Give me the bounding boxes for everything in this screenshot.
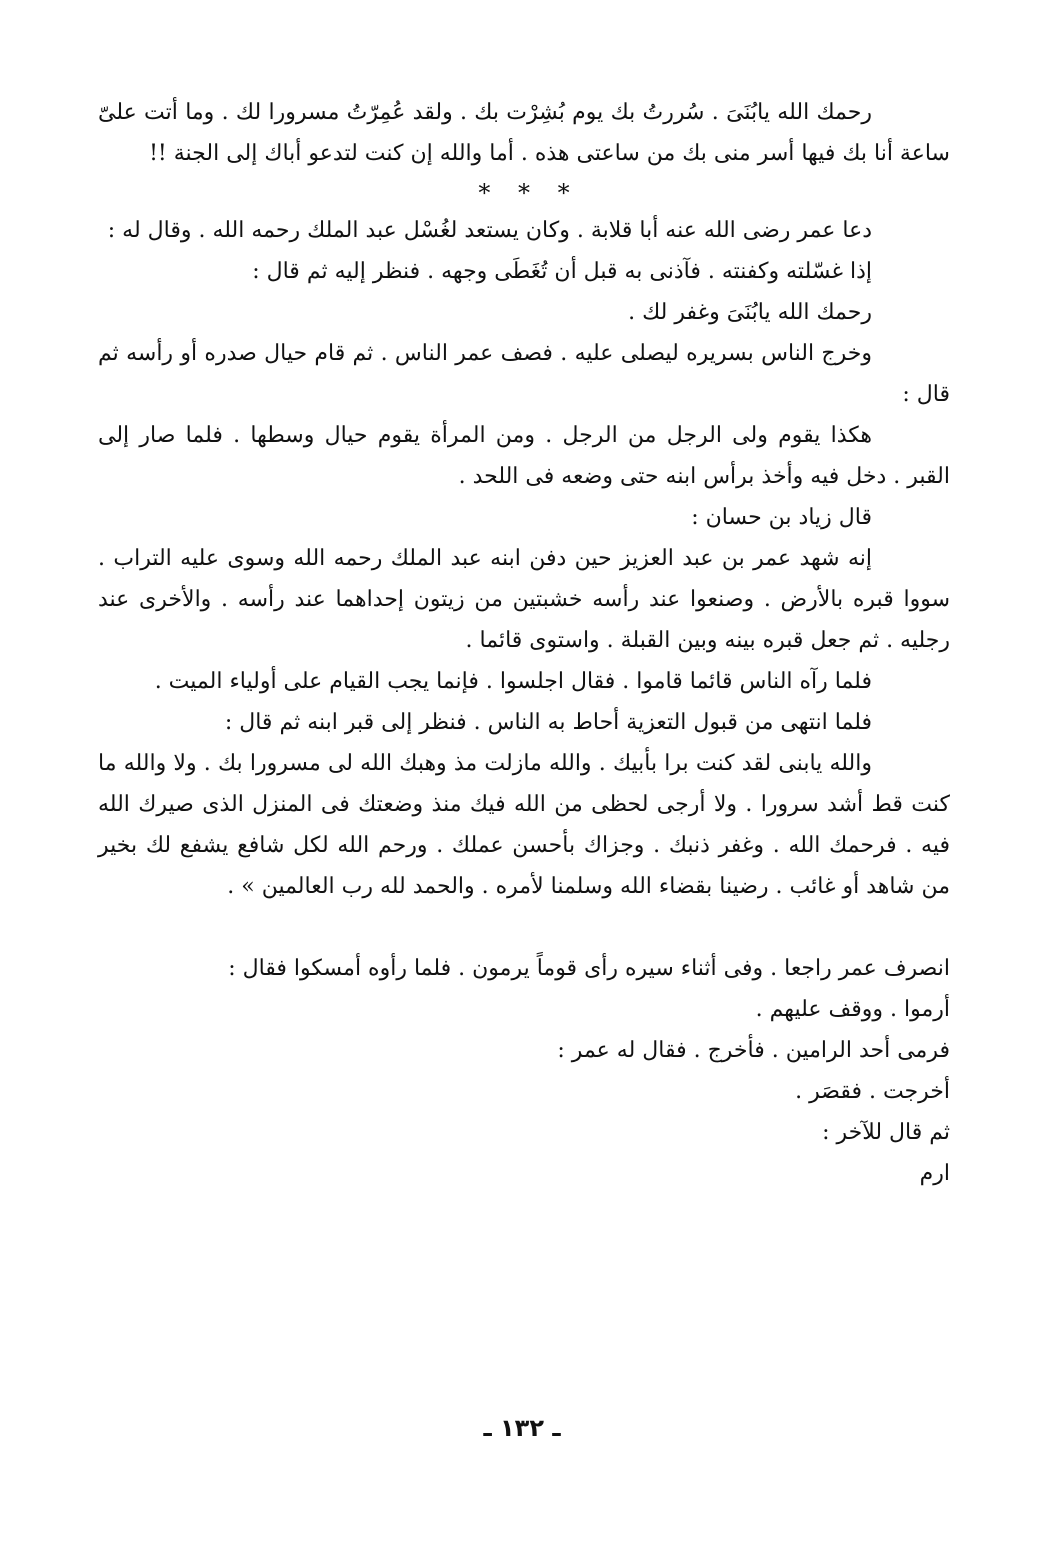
paragraph-ziyad: قال زياد بن حسان : xyxy=(691,505,872,530)
line-shoot-command: ارم xyxy=(919,1161,950,1186)
separator-star: * xyxy=(478,179,491,207)
paragraph-grave: إنه شهد عمر بن عبد العزيز حين دفن ابنه عبد الملك رحمه الله وسوى عليه التراب . سووا قبره بالأرض . وصنعوا عند رأسه خشبتين من زيتون إحداهما عند رأسه . والأخرى عند رجليه . ثم جعل قبره بينه وبين القبلة . واستوى قائما . xyxy=(98,546,950,653)
separator-star: * xyxy=(557,179,570,207)
paragraph-burial: هكذا يقوم ولى الرجل من الرجل . ومن المرأة يقوم حيال وسطها . فلما صار إلى القبر . دخل فيه وأخذ برأس ابنه حتى وضعه فى اللحد . xyxy=(98,423,950,489)
line-shoot: أرموا . ووقف عليهم . xyxy=(755,997,950,1022)
paragraph-lament: رحمك الله يابُنَىَ . سُررتُ بك يوم بُشِرْت بك . ولقد عُمِرّتُ مسرورا لك . وما أتت علىّ ساعة أنا بك فيها أسر منى بك من ساعتى هذه . أما والله إن كنت لتدعو أباك إلى الجنة !! xyxy=(98,100,950,166)
line-first-archer: فرمى أحد الرامين . فأخرج . فقال له عمر : xyxy=(557,1038,950,1063)
paragraph-mercy: رحمك الله يابُنَىَ وغفر لك . xyxy=(628,300,872,325)
paragraph-washing: إذا غسّلته وكفنته . فآذنى به قبل أن تُغَطَى وجهه . فنظر إليه ثم قال : xyxy=(252,259,872,284)
line-to-other: ثم قال للآخر : xyxy=(822,1120,950,1145)
paragraph-standing: فلما رآه الناس قائما قاموا . فقال اجلسوا . فإنما يجب القيام على أولياء الميت . xyxy=(154,669,872,694)
paragraph-abu-qilaba: دعا عمر رضى الله عنه أبا قلابة . وكان يستعد لغُسْل عبد الملك رحمه الله . وقال له : xyxy=(107,218,872,243)
paragraph-archers: انصرف عمر راجعا . وفى أثناء سيره رأى قوماً يرمون . فلما رأوه أمسكوا فقال : xyxy=(228,956,950,981)
paragraph-funeral-prayer: وخرج الناس بسريره ليصلى عليه . فصف عمر الناس . ثم قام حيال صدره أو رأسه ثم قال : xyxy=(98,341,950,407)
section-separator xyxy=(98,176,950,210)
paragraph-farewell: والله يابنى لقد كنت برا بأبيك . والله مازلت مذ وهبك الله لى مسرورا بك . ولا والله ما كنت قط أشد سرورا . ولا أرجى لحظى من الله فيك منذ وضعتك فى المنزل الذى صيرك الله فيه . فرحمك الله . وغفر ذنبك . وجزاك بأحسن عملك . ورحم الله لكل شافع يشفع لك بخير من شاهد أو غائب . رضينا بقضاء الله وسلمنا لأمره . والحمد لله رب العالمين » . xyxy=(98,751,950,899)
page-body xyxy=(98,92,950,1194)
page-number: ـ ١٣٢ ـ xyxy=(483,1414,561,1442)
paragraph-gap xyxy=(98,907,950,948)
paragraph-condolence: فلما انتهى من قبول التعزية أحاط به الناس . فنظر إلى قبر ابنه ثم قال : xyxy=(224,710,872,735)
separator-star: * xyxy=(518,179,530,207)
line-missed: أخرجت . فقصَر . xyxy=(795,1079,950,1104)
